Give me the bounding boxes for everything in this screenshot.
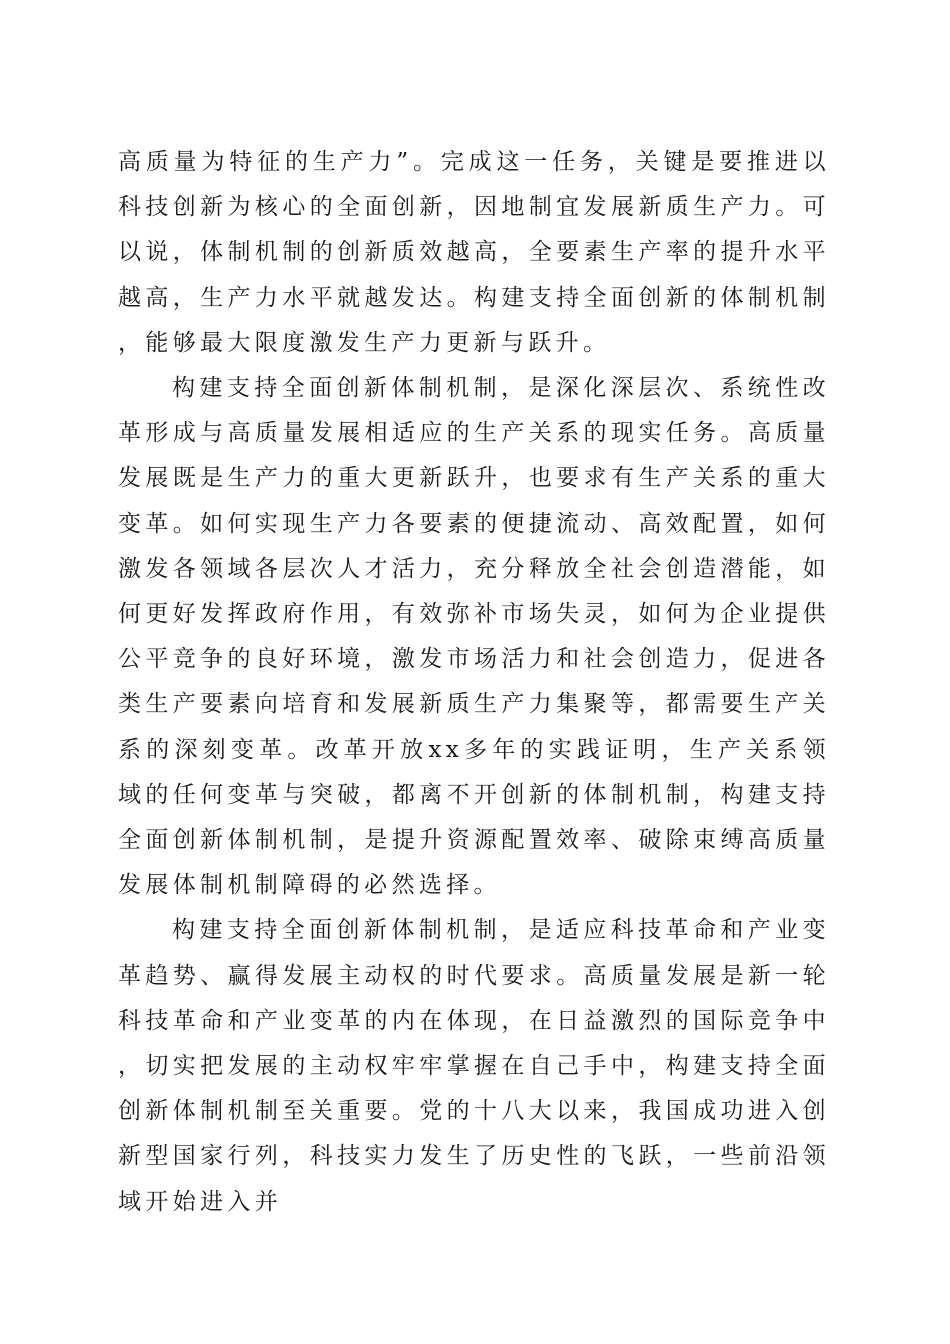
paragraph-1-continued: 高质量为特征的生产力”。完成这一任务，关键是要推进以科技创新为核心的全面创新，因地制宜发展新质生产力。可以说，体制机制的创新质效越高，全要素生产率的提升水平越高，生产力水平就越发达。构建支持全面创新的体制机制，能够最大限度激发生产力更新与跃升。 xyxy=(118,149,830,356)
paragraph-2: 构建支持全面创新体制机制，是深化深层次、系统性改革形成与高质量发展相适应的生产关系的现实任务。高质量发展既是生产力的重大更新跃升，也要求有生产关系的重大变革。如何实现生产力各要素的便捷流动、高效配置，如何激发各领域各层次人才活力，充分释放全社会创造潜能，如何更好发挥政府作用，有效弥补市场失灵，如何为企业提供公平竞争的良好环境，激发市场活力和社会创造力，促进各类生产要素向培育和发展新质生产力集聚等，都需要生产关系的深刻变革。改革开放xx多年的实践证明，生产关系领域的任何变革与突破，都离不开创新的体制机制，构建支持全面创新体制机制，是提升资源配置效率、破除束缚高质量发展体制机制障碍的必然选择。 xyxy=(118,375,830,899)
document-body xyxy=(118,140,830,1225)
paragraph-3: 构建支持全面创新体制机制，是适应科技革命和产业变革趋势、赢得发展主动权的时代要求。高质量发展是新一轮科技革命和产业变革的内在体现，在日益激烈的国际竞争中，切实把发展的主动权牢牢掌握在自己手中，构建支持全面创新体制机制至关重要。党的十八大以来，我国成功进入创新型国家行列，科技实力发生了历史性的飞跃，一些前沿领域开始进入并 xyxy=(118,917,830,1215)
